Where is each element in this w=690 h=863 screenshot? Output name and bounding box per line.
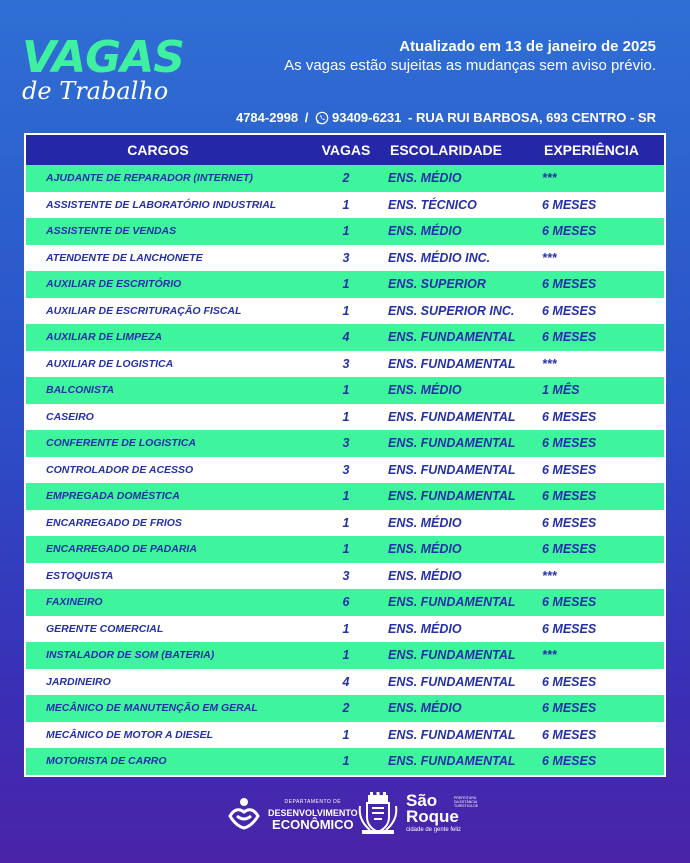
- separator: /: [301, 110, 312, 125]
- cargo-cell: FAXINEIRO: [46, 596, 103, 609]
- vagas-cell: 3: [342, 462, 350, 477]
- vagas-cell: 1: [342, 621, 350, 636]
- experiencia-cell: ***: [542, 356, 557, 371]
- escolaridade-cell: ENS. MÉDIO: [388, 515, 462, 530]
- table-row: [26, 510, 664, 537]
- escolaridade-cell: ENS. MÉDIO: [388, 383, 462, 398]
- footer-logos: [0, 790, 690, 840]
- cargo-cell: MOTORISTA DE CARRO: [46, 755, 167, 768]
- header-escolaridade: ESCOLARIDADE: [390, 142, 503, 158]
- whatsapp-icon: [315, 111, 329, 125]
- escolaridade-cell: ENS. FUNDAMENTAL: [388, 436, 516, 451]
- experiencia-cell: 6 MESES: [542, 621, 597, 636]
- address: - RUA RUI BARBOSA, 693 CENTRO - SR: [404, 110, 656, 125]
- cargo-cell: CONTROLADOR DE ACESSO: [46, 463, 194, 476]
- handshake-icon: [226, 796, 262, 830]
- cargo-cell: ATENDENTE DE LANCHONETE: [46, 251, 203, 264]
- experiencia-cell: 6 MESES: [542, 409, 597, 424]
- escolaridade-cell: ENS. FUNDAMENTAL: [388, 409, 516, 424]
- vagas-cell: 1: [342, 303, 350, 318]
- table-row: [26, 404, 664, 431]
- vagas-cell: 1: [342, 277, 350, 292]
- cargo-cell: CASEIRO: [46, 410, 94, 423]
- vagas-cell: 1: [342, 542, 350, 557]
- vagas-cell: 3: [342, 436, 350, 451]
- cargo-cell: CONFERENTE DE LOGISTICA: [46, 437, 196, 450]
- table-row: [26, 457, 664, 484]
- cargo-cell: BALCONISTA: [46, 384, 115, 397]
- cargo-cell: AUXILIAR DE ESCRITÓRIO: [46, 278, 182, 291]
- experiencia-cell: 6 MESES: [542, 701, 597, 716]
- table-header: [26, 135, 664, 165]
- experiencia-cell: 6 MESES: [542, 303, 597, 318]
- experiencia-cell: 6 MESES: [542, 542, 597, 557]
- escolaridade-cell: ENS. FUNDAMENTAL: [388, 595, 516, 610]
- job-table: [24, 133, 666, 777]
- escolaridade-cell: ENS. FUNDAMENTAL: [388, 462, 516, 477]
- experiencia-cell: 6 MESES: [542, 436, 597, 451]
- header-info: [284, 38, 656, 76]
- table-row: [26, 536, 664, 563]
- table-row: [26, 748, 664, 775]
- header-experiencia: EXPERIÊNCIA: [544, 142, 639, 158]
- escolaridade-cell: ENS. FUNDAMENTAL: [388, 727, 516, 742]
- experiencia-cell: 6 MESES: [542, 595, 597, 610]
- vagas-cell: 6: [342, 595, 350, 610]
- table-row: [26, 192, 664, 219]
- vagas-cell: 3: [342, 568, 350, 583]
- phone-number: 4784-2998: [235, 110, 299, 125]
- cargo-cell: ENCARREGADO DE FRIOS: [46, 516, 182, 529]
- experiencia-cell: 6 MESES: [542, 674, 597, 689]
- experiencia-cell: 6 MESES: [542, 489, 597, 504]
- table-row: [26, 669, 664, 696]
- escolaridade-cell: ENS. FUNDAMENTAL: [388, 648, 516, 663]
- table-row: [26, 218, 664, 245]
- logo-vagas-text: VAGAS: [22, 32, 184, 83]
- vagas-cell: 4: [342, 674, 350, 689]
- dep-label: DEPARTAMENTO DE: [284, 798, 342, 805]
- table-row: [26, 430, 664, 457]
- vagas-cell: 1: [342, 197, 350, 212]
- experiencia-cell: 6 MESES: [542, 754, 597, 769]
- table-row: [26, 563, 664, 590]
- experiencia-cell: 1 MÊS: [542, 383, 580, 398]
- sao-roque-logo: [356, 792, 478, 836]
- escolaridade-cell: ENS. MÉDIO: [388, 171, 462, 186]
- vagas-cell: 1: [342, 409, 350, 424]
- escolaridade-cell: ENS. FUNDAMENTAL: [388, 356, 516, 371]
- escolaridade-cell: ENS. FUNDAMENTAL: [388, 489, 516, 504]
- table-row: [26, 589, 664, 616]
- experiencia-cell: 6 MESES: [542, 277, 597, 292]
- vagas-cell: 3: [342, 250, 350, 265]
- logo-trabalho-text: de Trabalho: [22, 77, 169, 105]
- escolaridade-cell: ENS. SUPERIOR INC.: [388, 303, 515, 318]
- experiencia-cell: 6 MESES: [542, 224, 597, 239]
- vagas-de-trabalho-logo: [22, 32, 192, 106]
- vagas-cell: 1: [342, 224, 350, 239]
- experiencia-cell: 6 MESES: [542, 727, 597, 742]
- table-row: [26, 642, 664, 669]
- cargo-cell: JARDINEIRO: [46, 675, 111, 688]
- table-row: [26, 483, 664, 510]
- escolaridade-cell: ENS. FUNDAMENTAL: [388, 754, 516, 769]
- vagas-cell: 1: [342, 489, 350, 504]
- cargo-cell: GERENTE COMERCIAL: [46, 622, 164, 635]
- roque-text: Roque: [406, 807, 459, 826]
- slogan-text: cidade de gente feliz: [406, 827, 462, 833]
- cargo-cell: ENCARREGADO DE PADARIA: [46, 543, 197, 556]
- whatsapp-number: 93409-6231: [331, 110, 402, 125]
- escolaridade-cell: ENS. MÉDIO: [388, 568, 462, 583]
- cargo-cell: ESTOQUISTA: [46, 569, 114, 582]
- vagas-cell: 1: [342, 383, 350, 398]
- cargo-cell: ASSISTENTE DE VENDAS: [46, 225, 177, 238]
- vagas-cell: 4: [342, 330, 350, 345]
- vagas-cell: 2: [342, 701, 350, 716]
- escolaridade-cell: ENS. MÉDIO INC.: [388, 250, 491, 265]
- table-row: [26, 165, 664, 192]
- experiencia-cell: 6 MESES: [542, 330, 597, 345]
- cargo-cell: MECÂNICO DE MOTOR A DIESEL: [46, 728, 214, 741]
- vagas-cell: 1: [342, 515, 350, 530]
- vagas-cell: 1: [342, 648, 350, 663]
- escolaridade-cell: ENS. MÉDIO: [388, 542, 462, 557]
- cargo-cell: AUXILIAR DE LOGISTICA: [46, 357, 174, 370]
- table-row: [26, 245, 664, 272]
- table-row: [26, 324, 664, 351]
- dep-economico: ECONÔMICO: [272, 816, 354, 832]
- experiencia-cell: 6 MESES: [542, 462, 597, 477]
- cargo-cell: ASSISTENTE DE LABORATÓRIO INDUSTRIAL: [46, 198, 277, 211]
- escolaridade-cell: ENS. MÉDIO: [388, 621, 462, 636]
- table-row: [26, 271, 664, 298]
- vagas-cell: 2: [342, 171, 350, 186]
- coat-of-arms-icon: [356, 792, 400, 836]
- cargo-cell: INSTALADOR DE SOM (BATERIA): [46, 649, 215, 662]
- vagas-cell: 1: [342, 727, 350, 742]
- header-cargos: CARGOS: [127, 142, 189, 158]
- experiencia-cell: 6 MESES: [542, 515, 597, 530]
- cargo-cell: MECÂNICO DE MANUTENÇÃO EM GERAL: [46, 702, 258, 715]
- header-vagas: VAGAS: [321, 142, 371, 158]
- vagas-cell: 3: [342, 356, 350, 371]
- experiencia-cell: ***: [542, 250, 557, 265]
- vagas-cell: 1: [342, 754, 350, 769]
- cargo-cell: AUXILIAR DE ESCRITURAÇÃO FISCAL: [46, 304, 242, 317]
- escolaridade-cell: ENS. SUPERIOR: [388, 277, 486, 292]
- table-row: [26, 298, 664, 325]
- cargo-cell: EMPREGADA DOMÉSTICA: [46, 490, 180, 503]
- cargo-cell: AUXILIAR DE LIMPEZA: [46, 331, 163, 344]
- escolaridade-cell: ENS. MÉDIO: [388, 224, 462, 239]
- experiencia-cell: ***: [542, 568, 557, 583]
- desenvolvimento-economico-logo: [226, 796, 358, 830]
- cargo-cell: AJUDANTE DE REPARADOR (INTERNET): [46, 172, 253, 185]
- escolaridade-cell: ENS. FUNDAMENTAL: [388, 674, 516, 689]
- updated-date: Atualizado em 13 de janeiro de 2025: [399, 38, 656, 55]
- table-row: [26, 695, 664, 722]
- experiencia-cell: 6 MESES: [542, 197, 597, 212]
- experiencia-cell: ***: [542, 648, 557, 663]
- table-row: [26, 616, 664, 643]
- escolaridade-cell: ENS. FUNDAMENTAL: [388, 330, 516, 345]
- escolaridade-cell: ENS. TÉCNICO: [388, 197, 477, 212]
- disclaimer-note: As vagas estão sujeitas as mudanças sem aviso prévio.: [284, 57, 656, 74]
- dep-desenvolvimento: DESENVOLVIMENTO: [268, 807, 358, 818]
- table-row: [26, 377, 664, 404]
- sao-text: São: [406, 791, 438, 810]
- table-row: [26, 351, 664, 378]
- contact-line: [236, 110, 656, 125]
- table-body: [26, 165, 664, 775]
- prefeitura-text: PREFEITURA DA ESTÂNCIA TURÍSTICA DE: [454, 796, 479, 808]
- experiencia-cell: ***: [542, 171, 557, 186]
- escolaridade-cell: ENS. MÉDIO: [388, 701, 462, 716]
- table-row: [26, 722, 664, 749]
